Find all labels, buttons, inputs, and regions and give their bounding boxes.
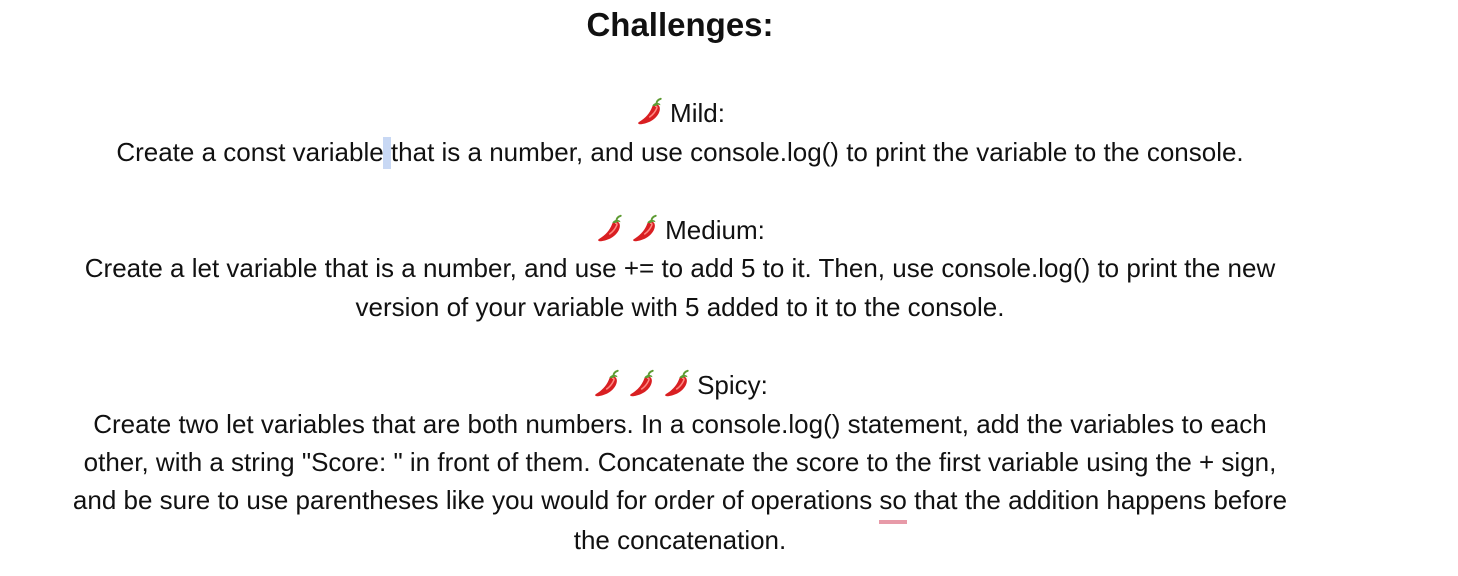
challenge-heading-mild [0, 94, 1400, 132]
challenge-text-spicy-line-4: the concatenation. [573, 525, 787, 555]
challenge-text-medium-line-2: version of your variable with 5 added to it to the console. [355, 292, 1005, 322]
page-title: Challenges: [586, 6, 774, 43]
challenge-label-spicy: Spicy: [697, 370, 768, 400]
challenge-text-medium-line-1: Create a let variable that is a number, and use += to add 5 to it. Then, use console.log() to print the new [84, 253, 1276, 283]
chili-pepper-icon [592, 368, 624, 400]
chili-pepper-icon [627, 368, 659, 400]
mild-text-part-two: that is a number, and use console.log() to print the variable to the console. [383, 137, 1244, 167]
challenge-heading-spicy [0, 366, 1400, 404]
spicy-line-3-part-two: that the addition happens before [906, 485, 1288, 515]
challenge-label-mild: Mild: [670, 98, 725, 128]
chili-pepper-icon [630, 213, 662, 245]
chili-pepper-icon [662, 368, 694, 400]
challenge-text-spicy-line-3 [0, 481, 1400, 519]
challenge-text-spicy-line-1: Create two let variables that are both numbers. In a console.log() statement, add the variables to each [93, 409, 1267, 439]
challenge-text-spicy-line-2: other, with a string "Score: " in front of them. Concatenate the score to the first variable using the + sign, [83, 447, 1277, 477]
spicy-line-3-part-one: and be sure to use parentheses like you would for order of operations [72, 485, 880, 515]
chili-pepper-icon [635, 96, 667, 128]
challenge-text-mild [0, 133, 1400, 171]
challenge-label-medium: Medium: [665, 215, 765, 245]
spellcheck-word: so [879, 481, 906, 519]
chili-pepper-icon [595, 213, 627, 245]
mild-text-part-one: Create a const variable [116, 137, 384, 167]
challenge-heading-medium [0, 211, 1400, 249]
